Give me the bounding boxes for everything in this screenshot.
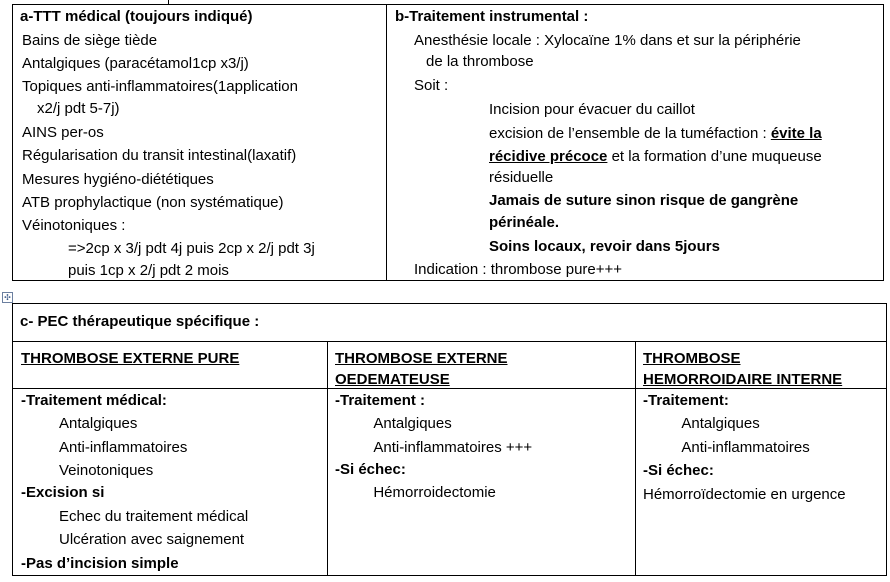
col2-item: Anti-inflammatoires +++ [373,439,533,456]
dosage-line: puis 1cp x 2/j pdt 2 mois [68,262,229,279]
col1-excision-label: -Excision si [21,484,105,501]
col1-item: Veinotoniques [59,462,154,479]
column-header-thrombose-externe-oedemateuse: THROMBOSE EXTERNE [335,350,508,367]
col2-item: Antalgiques [373,415,452,432]
sub-item-text: Soins locaux, revoir dans 5jours [489,238,720,255]
bottom-table-title-separator [12,341,887,342]
bottom-table-col-divider-2 [635,341,636,576]
column-header-thrombose-externe-oedemateuse-line2: OEDEMATEUSE [335,371,450,388]
top-table-border-left [12,4,13,281]
list-item: Antalgiques (paracétamol1cp x3/j) [22,55,249,72]
col3-item: Antalgiques [681,415,760,432]
section-c-title: c- PEC thérapeutique spécifique : [20,313,260,330]
dosage-line: =>2cp x 3/j pdt 4j puis 2cp x 2/j pdt 3j [68,240,315,257]
list-item: Véinotoniques : [22,217,126,234]
sub-item-text: périnéale. [489,214,560,231]
list-item: Indication : thrombose pure+++ [414,261,623,278]
bottom-table-border-bottom [12,575,887,576]
section-a-title: a-TTT médical (toujours indiqué) [20,8,253,25]
list-item: Régularisation du transit intestinal(laxatif) [22,147,297,164]
col1-item: Antalgiques [59,415,138,432]
bottom-table-border-top [12,303,887,304]
top-table-stub [168,0,169,5]
top-table-border-middle [386,4,387,281]
col3-si-echec-label: -Si échec: [643,462,714,479]
table-move-handle-icon[interactable]: ✣ [2,292,13,303]
top-table-border-top [12,4,884,5]
col1-item: Anti-inflammatoires [59,439,188,456]
col2-echec-item: Hémorroidectomie [373,484,496,501]
list-item: Anesthésie locale : Xylocaïne 1% dans et sur la périphérie [414,32,801,49]
sub-item-text: récidive précoce et la formation d’une muqueuse [489,148,822,165]
col1-excision-item: Ulcération avec saignement [59,531,245,548]
list-item: Mesures hygiéno-diététiques [22,171,214,188]
col3-traitement-label: -Traitement: [643,392,729,409]
col1-excision-item: Echec du traitement médical [59,508,249,525]
bottom-table-col-divider-1 [327,341,328,576]
top-table-border-bottom [12,280,884,281]
section-b-title: b-Traitement instrumental : [395,8,589,25]
list-item: Soit : [414,77,449,94]
col3-item: Anti-inflammatoires [681,439,810,456]
column-header-thrombose-interne: THROMBOSE [643,350,741,367]
list-item: ATB prophylactique (non systématique) [22,194,284,211]
sub-item-text: excision de l’ensemble de la tuméfaction : évite la [489,125,822,142]
list-item: AINS per-os [22,124,104,141]
bottom-table-border-right [886,303,887,576]
list-item-continuation: x2/j pdt 5-7j) [37,100,120,117]
col1-pas-incision: -Pas d’incision simple [21,555,179,572]
col1-traitement-label: -Traitement médical: [21,392,167,409]
col2-traitement-label: -Traitement : [335,392,426,409]
sub-item-text: Incision pour évacuer du caillot [489,101,695,118]
col3-echec-text: Hémorroïdectomie en urgence [643,486,846,503]
column-header-thrombose-externe-pure: THROMBOSE EXTERNE PURE [21,350,240,367]
sub-item-text: Jamais de suture sinon risque de gangrène [489,192,799,209]
bottom-table-border-left [12,303,13,576]
list-item: Topiques anti-inflammatoires(1application [22,78,298,95]
list-item: Bains de siège tiède [22,32,158,49]
list-item-continuation: de la thrombose [426,53,534,70]
column-header-thrombose-interne-line2: HEMORROIDAIRE INTERNE [643,371,843,388]
sub-item-text: résiduelle [489,169,554,186]
top-table-border-right [883,4,884,281]
col2-si-echec-label: -Si échec: [335,461,406,478]
